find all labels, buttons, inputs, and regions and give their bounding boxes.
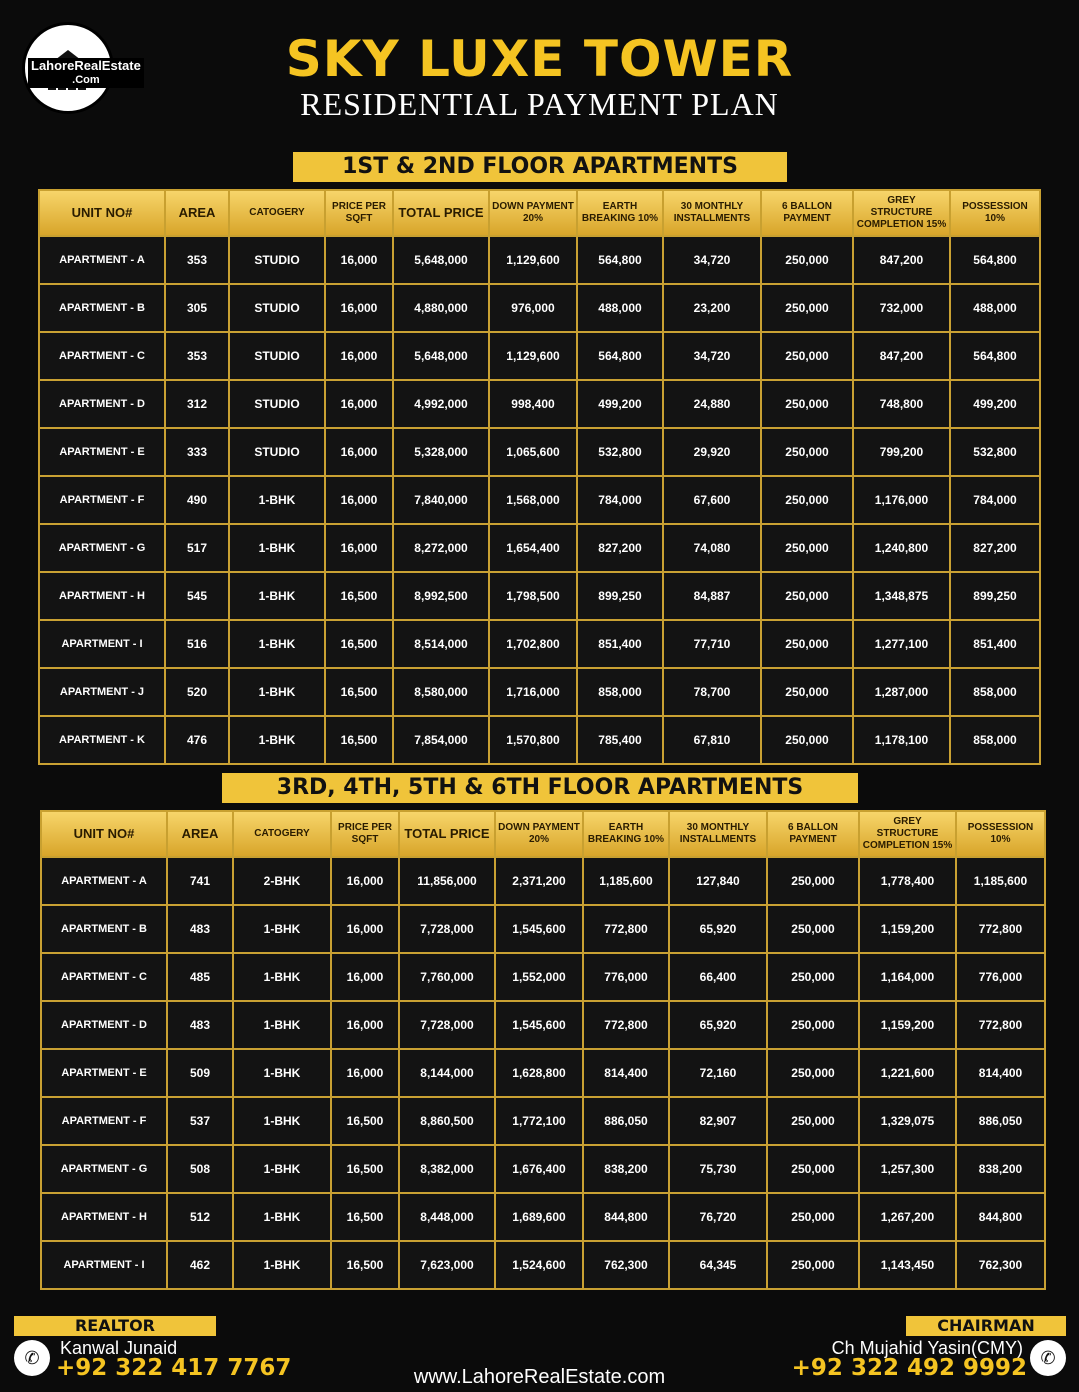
table-row bbox=[39, 428, 1040, 476]
cell-earth: 899,250 bbox=[577, 572, 663, 620]
col-earth: EARTH BREAKING 10% bbox=[577, 190, 663, 236]
cell-balloon: 250,000 bbox=[761, 476, 853, 524]
cell-balloon: 250,000 bbox=[767, 953, 859, 1001]
cell-grey: 1,178,100 bbox=[853, 716, 950, 764]
cell-monthly: 29,920 bbox=[663, 428, 761, 476]
cell-down: 1,568,000 bbox=[489, 476, 577, 524]
cell-category: 1-BHK bbox=[229, 668, 325, 716]
cell-monthly: 67,600 bbox=[663, 476, 761, 524]
cell-monthly: 65,920 bbox=[669, 1001, 767, 1049]
table-row bbox=[41, 1145, 1045, 1193]
cell-possession: 838,200 bbox=[956, 1145, 1045, 1193]
cell-price-per: 16,000 bbox=[325, 332, 393, 380]
cell-area: 490 bbox=[165, 476, 229, 524]
cell-area: 512 bbox=[167, 1193, 233, 1241]
col-down: DOWN PAYMENT 20% bbox=[489, 190, 577, 236]
cell-monthly: 72,160 bbox=[669, 1049, 767, 1097]
cell-price-per: 16,000 bbox=[325, 236, 393, 284]
cell-area: 462 bbox=[167, 1241, 233, 1289]
cell-earth: 827,200 bbox=[577, 524, 663, 572]
cell-earth: 785,400 bbox=[577, 716, 663, 764]
cell-possession: 532,800 bbox=[950, 428, 1040, 476]
cell-down: 1,702,800 bbox=[489, 620, 577, 668]
col-total: TOTAL PRICE bbox=[393, 190, 489, 236]
cell-unit: APARTMENT - C bbox=[41, 953, 167, 1001]
whatsapp-icon[interactable]: ✆ bbox=[14, 1340, 50, 1376]
table-body-1 bbox=[39, 236, 1040, 764]
cell-possession: 772,800 bbox=[956, 1001, 1045, 1049]
cell-monthly: 77,710 bbox=[663, 620, 761, 668]
cell-earth: 564,800 bbox=[577, 332, 663, 380]
payment-table-1 bbox=[38, 189, 1041, 765]
cell-balloon: 250,000 bbox=[761, 332, 853, 380]
table-header-row bbox=[41, 811, 1045, 857]
cell-price-per: 16,000 bbox=[325, 524, 393, 572]
cell-grey: 1,221,600 bbox=[859, 1049, 956, 1097]
cell-unit: APARTMENT - F bbox=[39, 476, 165, 524]
cell-category: STUDIO bbox=[229, 236, 325, 284]
cell-balloon: 250,000 bbox=[767, 1193, 859, 1241]
cell-total: 8,580,000 bbox=[393, 668, 489, 716]
cell-grey: 1,176,000 bbox=[853, 476, 950, 524]
cell-monthly: 34,720 bbox=[663, 332, 761, 380]
table-row bbox=[41, 1001, 1045, 1049]
cell-possession: 858,000 bbox=[950, 668, 1040, 716]
cell-area: 353 bbox=[165, 332, 229, 380]
cell-grey: 1,159,200 bbox=[859, 1001, 956, 1049]
cell-category: 1-BHK bbox=[233, 1145, 331, 1193]
cell-balloon: 250,000 bbox=[761, 236, 853, 284]
cell-price-per: 16,500 bbox=[331, 1241, 399, 1289]
cell-category: 1-BHK bbox=[233, 1001, 331, 1049]
table-header-row bbox=[39, 190, 1040, 236]
table-row bbox=[39, 572, 1040, 620]
cell-category: 1-BHK bbox=[233, 1049, 331, 1097]
cell-balloon: 250,000 bbox=[767, 1001, 859, 1049]
cell-unit: APARTMENT - I bbox=[41, 1241, 167, 1289]
cell-down: 1,772,100 bbox=[495, 1097, 583, 1145]
col-possession: POSSESSION 10% bbox=[950, 190, 1040, 236]
cell-price-per: 16,500 bbox=[325, 668, 393, 716]
cell-earth: 776,000 bbox=[583, 953, 669, 1001]
cell-balloon: 250,000 bbox=[761, 380, 853, 428]
cell-total: 8,514,000 bbox=[393, 620, 489, 668]
cell-possession: 844,800 bbox=[956, 1193, 1045, 1241]
cell-category: STUDIO bbox=[229, 284, 325, 332]
realtor-name: Kanwal Junaid bbox=[60, 1338, 178, 1358]
cell-total: 8,992,500 bbox=[393, 572, 489, 620]
cell-unit: APARTMENT - E bbox=[39, 428, 165, 476]
cell-grey: 799,200 bbox=[853, 428, 950, 476]
cell-down: 1,545,600 bbox=[495, 1001, 583, 1049]
cell-grey: 847,200 bbox=[853, 332, 950, 380]
cell-area: 483 bbox=[167, 1001, 233, 1049]
col-earth: EARTH BREAKING 10% bbox=[583, 811, 669, 857]
chairman-label: CHAIRMAN bbox=[906, 1316, 1066, 1336]
cell-monthly: 66,400 bbox=[669, 953, 767, 1001]
cell-possession: 564,800 bbox=[950, 236, 1040, 284]
cell-category: STUDIO bbox=[229, 380, 325, 428]
cell-total: 7,840,000 bbox=[393, 476, 489, 524]
cell-monthly: 76,720 bbox=[669, 1193, 767, 1241]
cell-total: 11,856,000 bbox=[399, 857, 495, 905]
cell-unit: APARTMENT - G bbox=[41, 1145, 167, 1193]
cell-earth: 858,000 bbox=[577, 668, 663, 716]
cell-earth: 488,000 bbox=[577, 284, 663, 332]
cell-unit: APARTMENT - B bbox=[41, 905, 167, 953]
cell-grey: 1,348,875 bbox=[853, 572, 950, 620]
cell-earth: 564,800 bbox=[577, 236, 663, 284]
cell-price-per: 16,000 bbox=[325, 428, 393, 476]
cell-monthly: 64,345 bbox=[669, 1241, 767, 1289]
cell-grey: 1,143,450 bbox=[859, 1241, 956, 1289]
cell-monthly: 78,700 bbox=[663, 668, 761, 716]
cell-down: 1,676,400 bbox=[495, 1145, 583, 1193]
col-grey: GREY STRUCTURE COMPLETION 15% bbox=[853, 190, 950, 236]
cell-grey: 1,257,300 bbox=[859, 1145, 956, 1193]
section1-title: 1ST & 2ND FLOOR APARTMENTS bbox=[293, 152, 787, 182]
cell-total: 8,860,500 bbox=[399, 1097, 495, 1145]
logo-subtext: .Com bbox=[72, 74, 100, 86]
cell-earth: 886,050 bbox=[583, 1097, 669, 1145]
cell-price-per: 16,000 bbox=[325, 476, 393, 524]
col-category: CATOGERY bbox=[229, 190, 325, 236]
cell-price-per: 16,500 bbox=[325, 572, 393, 620]
cell-price-per: 16,000 bbox=[331, 1001, 399, 1049]
cell-possession: 899,250 bbox=[950, 572, 1040, 620]
cell-price-per: 16,500 bbox=[331, 1097, 399, 1145]
col-grey: GREY STRUCTURE COMPLETION 15% bbox=[859, 811, 956, 857]
cell-total: 8,448,000 bbox=[399, 1193, 495, 1241]
table-row bbox=[39, 524, 1040, 572]
chairman-phone[interactable]: +92 322 492 9992 bbox=[791, 1355, 1027, 1381]
cell-area: 312 bbox=[165, 380, 229, 428]
cell-down: 1,570,800 bbox=[489, 716, 577, 764]
cell-monthly: 65,920 bbox=[669, 905, 767, 953]
cell-monthly: 74,080 bbox=[663, 524, 761, 572]
cell-total: 8,272,000 bbox=[393, 524, 489, 572]
cell-balloon: 250,000 bbox=[767, 1097, 859, 1145]
col-price-per: PRICE PER SQFT bbox=[325, 190, 393, 236]
cell-down: 1,545,600 bbox=[495, 905, 583, 953]
cell-category: 2-BHK bbox=[233, 857, 331, 905]
cell-unit: APARTMENT - I bbox=[39, 620, 165, 668]
table-row bbox=[41, 1049, 1045, 1097]
cell-category: 1-BHK bbox=[229, 620, 325, 668]
realtor-phone[interactable]: +92 322 417 7767 bbox=[56, 1355, 292, 1381]
cell-unit: APARTMENT - A bbox=[39, 236, 165, 284]
cell-earth: 784,000 bbox=[577, 476, 663, 524]
cell-earth: 814,400 bbox=[583, 1049, 669, 1097]
cell-price-per: 16,500 bbox=[325, 716, 393, 764]
logo-name: LahoreRealEstate bbox=[31, 58, 141, 73]
cell-monthly: 127,840 bbox=[669, 857, 767, 905]
table-body-2 bbox=[41, 857, 1045, 1289]
cell-price-per: 16,500 bbox=[331, 1145, 399, 1193]
cell-category: 1-BHK bbox=[233, 905, 331, 953]
cell-earth: 762,300 bbox=[583, 1241, 669, 1289]
col-monthly: 30 MONTHLY INSTALLMENTS bbox=[669, 811, 767, 857]
cell-category: 1-BHK bbox=[229, 476, 325, 524]
cell-grey: 1,159,200 bbox=[859, 905, 956, 953]
cell-area: 483 bbox=[167, 905, 233, 953]
cell-earth: 499,200 bbox=[577, 380, 663, 428]
cell-down: 2,371,200 bbox=[495, 857, 583, 905]
cell-price-per: 16,000 bbox=[325, 284, 393, 332]
cell-area: 520 bbox=[165, 668, 229, 716]
table-row bbox=[39, 284, 1040, 332]
col-unit: UNIT NO# bbox=[39, 190, 165, 236]
cell-total: 7,623,000 bbox=[399, 1241, 495, 1289]
col-area: AREA bbox=[167, 811, 233, 857]
cell-price-per: 16,000 bbox=[325, 380, 393, 428]
cell-total: 5,328,000 bbox=[393, 428, 489, 476]
cell-total: 7,854,000 bbox=[393, 716, 489, 764]
cell-earth: 532,800 bbox=[577, 428, 663, 476]
cell-balloon: 250,000 bbox=[767, 905, 859, 953]
cell-possession: 488,000 bbox=[950, 284, 1040, 332]
table-row bbox=[41, 857, 1045, 905]
table-row bbox=[41, 1097, 1045, 1145]
cell-down: 1,628,800 bbox=[495, 1049, 583, 1097]
cell-price-per: 16,000 bbox=[331, 905, 399, 953]
cell-area: 516 bbox=[165, 620, 229, 668]
cell-down: 1,552,000 bbox=[495, 953, 583, 1001]
section2-title: 3RD, 4TH, 5TH & 6TH FLOOR APARTMENTS bbox=[222, 773, 858, 803]
cell-down: 1,065,600 bbox=[489, 428, 577, 476]
cell-earth: 844,800 bbox=[583, 1193, 669, 1241]
cell-grey: 748,800 bbox=[853, 380, 950, 428]
cell-total: 7,728,000 bbox=[399, 905, 495, 953]
cell-balloon: 250,000 bbox=[767, 1145, 859, 1193]
col-down: DOWN PAYMENT 20% bbox=[495, 811, 583, 857]
cell-area: 545 bbox=[165, 572, 229, 620]
cell-area: 485 bbox=[167, 953, 233, 1001]
cell-monthly: 82,907 bbox=[669, 1097, 767, 1145]
cell-grey: 1,267,200 bbox=[859, 1193, 956, 1241]
cell-category: 1-BHK bbox=[233, 1241, 331, 1289]
cell-category: STUDIO bbox=[229, 428, 325, 476]
cell-monthly: 75,730 bbox=[669, 1145, 767, 1193]
cell-balloon: 250,000 bbox=[767, 857, 859, 905]
cell-unit: APARTMENT - H bbox=[41, 1193, 167, 1241]
cell-down: 1,689,600 bbox=[495, 1193, 583, 1241]
cell-unit: APARTMENT - G bbox=[39, 524, 165, 572]
cell-unit: APARTMENT - C bbox=[39, 332, 165, 380]
col-possession: POSSESSION 10% bbox=[956, 811, 1045, 857]
cell-category: 1-BHK bbox=[233, 1097, 331, 1145]
cell-total: 8,382,000 bbox=[399, 1145, 495, 1193]
cell-price-per: 16,500 bbox=[331, 1193, 399, 1241]
cell-area: 333 bbox=[165, 428, 229, 476]
col-balloon: 6 BALLON PAYMENT bbox=[767, 811, 859, 857]
cell-balloon: 250,000 bbox=[767, 1049, 859, 1097]
cell-grey: 732,000 bbox=[853, 284, 950, 332]
col-total: TOTAL PRICE bbox=[399, 811, 495, 857]
cell-possession: 776,000 bbox=[956, 953, 1045, 1001]
cell-price-per: 16,500 bbox=[325, 620, 393, 668]
cell-monthly: 24,880 bbox=[663, 380, 761, 428]
cell-total: 7,760,000 bbox=[399, 953, 495, 1001]
col-price-per: PRICE PER SQFT bbox=[331, 811, 399, 857]
cell-possession: 784,000 bbox=[950, 476, 1040, 524]
payment-table-2 bbox=[40, 810, 1046, 1290]
cell-category: 1-BHK bbox=[233, 953, 331, 1001]
cell-monthly: 84,887 bbox=[663, 572, 761, 620]
cell-area: 476 bbox=[165, 716, 229, 764]
page-title: SKY LUXE TOWER bbox=[285, 30, 794, 88]
cell-total: 8,144,000 bbox=[399, 1049, 495, 1097]
table-row bbox=[39, 236, 1040, 284]
cell-down: 998,400 bbox=[489, 380, 577, 428]
cell-balloon: 250,000 bbox=[761, 716, 853, 764]
cell-down: 1,654,400 bbox=[489, 524, 577, 572]
cell-area: 509 bbox=[167, 1049, 233, 1097]
cell-possession: 564,800 bbox=[950, 332, 1040, 380]
cell-possession: 851,400 bbox=[950, 620, 1040, 668]
col-area: AREA bbox=[165, 190, 229, 236]
cell-earth: 838,200 bbox=[583, 1145, 669, 1193]
cell-unit: APARTMENT - A bbox=[41, 857, 167, 905]
cell-total: 4,880,000 bbox=[393, 284, 489, 332]
cell-area: 741 bbox=[167, 857, 233, 905]
col-unit: UNIT NO# bbox=[41, 811, 167, 857]
col-monthly: 30 MONTHLY INSTALLMENTS bbox=[663, 190, 761, 236]
cell-price-per: 16,000 bbox=[331, 1049, 399, 1097]
cell-down: 1,716,000 bbox=[489, 668, 577, 716]
table-row bbox=[41, 1241, 1045, 1289]
cell-grey: 1,164,000 bbox=[859, 953, 956, 1001]
table-row bbox=[41, 1193, 1045, 1241]
cell-earth: 772,800 bbox=[583, 905, 669, 953]
cell-monthly: 67,810 bbox=[663, 716, 761, 764]
website-link[interactable]: www.LahoreRealEstate.com bbox=[413, 1366, 666, 1388]
cell-total: 5,648,000 bbox=[393, 236, 489, 284]
cell-down: 1,129,600 bbox=[489, 332, 577, 380]
cell-possession: 858,000 bbox=[950, 716, 1040, 764]
cell-possession: 499,200 bbox=[950, 380, 1040, 428]
cell-category: 1-BHK bbox=[233, 1193, 331, 1241]
page-subtitle: RESIDENTIAL PAYMENT PLAN bbox=[300, 86, 779, 122]
cell-price-per: 16,000 bbox=[331, 857, 399, 905]
cell-total: 4,992,000 bbox=[393, 380, 489, 428]
cell-area: 508 bbox=[167, 1145, 233, 1193]
cell-grey: 1,240,800 bbox=[853, 524, 950, 572]
cell-category: 1-BHK bbox=[229, 524, 325, 572]
cell-total: 7,728,000 bbox=[399, 1001, 495, 1049]
cell-grey: 1,277,100 bbox=[853, 620, 950, 668]
cell-unit: APARTMENT - E bbox=[41, 1049, 167, 1097]
cell-total: 5,648,000 bbox=[393, 332, 489, 380]
cell-earth: 772,800 bbox=[583, 1001, 669, 1049]
cell-down: 1,129,600 bbox=[489, 236, 577, 284]
col-category: CATOGERY bbox=[233, 811, 331, 857]
cell-down: 1,798,500 bbox=[489, 572, 577, 620]
table-row bbox=[41, 905, 1045, 953]
col-balloon: 6 BALLON PAYMENT bbox=[761, 190, 853, 236]
cell-possession: 772,800 bbox=[956, 905, 1045, 953]
cell-balloon: 250,000 bbox=[761, 284, 853, 332]
table-row bbox=[39, 668, 1040, 716]
cell-category: 1-BHK bbox=[229, 716, 325, 764]
cell-unit: APARTMENT - B bbox=[39, 284, 165, 332]
cell-balloon: 250,000 bbox=[761, 620, 853, 668]
cell-area: 517 bbox=[165, 524, 229, 572]
cell-area: 305 bbox=[165, 284, 229, 332]
table-row bbox=[39, 620, 1040, 668]
realtor-label: REALTOR bbox=[14, 1316, 216, 1336]
cell-balloon: 250,000 bbox=[761, 524, 853, 572]
cell-balloon: 250,000 bbox=[761, 428, 853, 476]
cell-unit: APARTMENT - D bbox=[41, 1001, 167, 1049]
cell-unit: APARTMENT - K bbox=[39, 716, 165, 764]
table-row bbox=[39, 332, 1040, 380]
cell-unit: APARTMENT - D bbox=[39, 380, 165, 428]
cell-down: 976,000 bbox=[489, 284, 577, 332]
cell-unit: APARTMENT - J bbox=[39, 668, 165, 716]
cell-area: 353 bbox=[165, 236, 229, 284]
cell-down: 1,524,600 bbox=[495, 1241, 583, 1289]
cell-grey: 1,287,000 bbox=[853, 668, 950, 716]
cell-price-per: 16,000 bbox=[331, 953, 399, 1001]
cell-category: STUDIO bbox=[229, 332, 325, 380]
whatsapp-icon[interactable]: ✆ bbox=[1030, 1340, 1066, 1376]
cell-monthly: 34,720 bbox=[663, 236, 761, 284]
cell-balloon: 250,000 bbox=[761, 668, 853, 716]
cell-area: 537 bbox=[167, 1097, 233, 1145]
table-row bbox=[41, 953, 1045, 1001]
table-row bbox=[39, 716, 1040, 764]
cell-possession: 1,185,600 bbox=[956, 857, 1045, 905]
cell-monthly: 23,200 bbox=[663, 284, 761, 332]
table-row bbox=[39, 476, 1040, 524]
cell-unit: APARTMENT - F bbox=[41, 1097, 167, 1145]
cell-unit: APARTMENT - H bbox=[39, 572, 165, 620]
chairman-name: Ch Mujahid Yasin(CMY) bbox=[831, 1338, 1023, 1358]
cell-balloon: 250,000 bbox=[761, 572, 853, 620]
cell-possession: 827,200 bbox=[950, 524, 1040, 572]
cell-grey: 1,778,400 bbox=[859, 857, 956, 905]
cell-earth: 1,185,600 bbox=[583, 857, 669, 905]
cell-grey: 1,329,075 bbox=[859, 1097, 956, 1145]
cell-possession: 886,050 bbox=[956, 1097, 1045, 1145]
table-row bbox=[39, 380, 1040, 428]
cell-grey: 847,200 bbox=[853, 236, 950, 284]
cell-balloon: 250,000 bbox=[767, 1241, 859, 1289]
cell-earth: 851,400 bbox=[577, 620, 663, 668]
cell-category: 1-BHK bbox=[229, 572, 325, 620]
cell-possession: 762,300 bbox=[956, 1241, 1045, 1289]
cell-possession: 814,400 bbox=[956, 1049, 1045, 1097]
